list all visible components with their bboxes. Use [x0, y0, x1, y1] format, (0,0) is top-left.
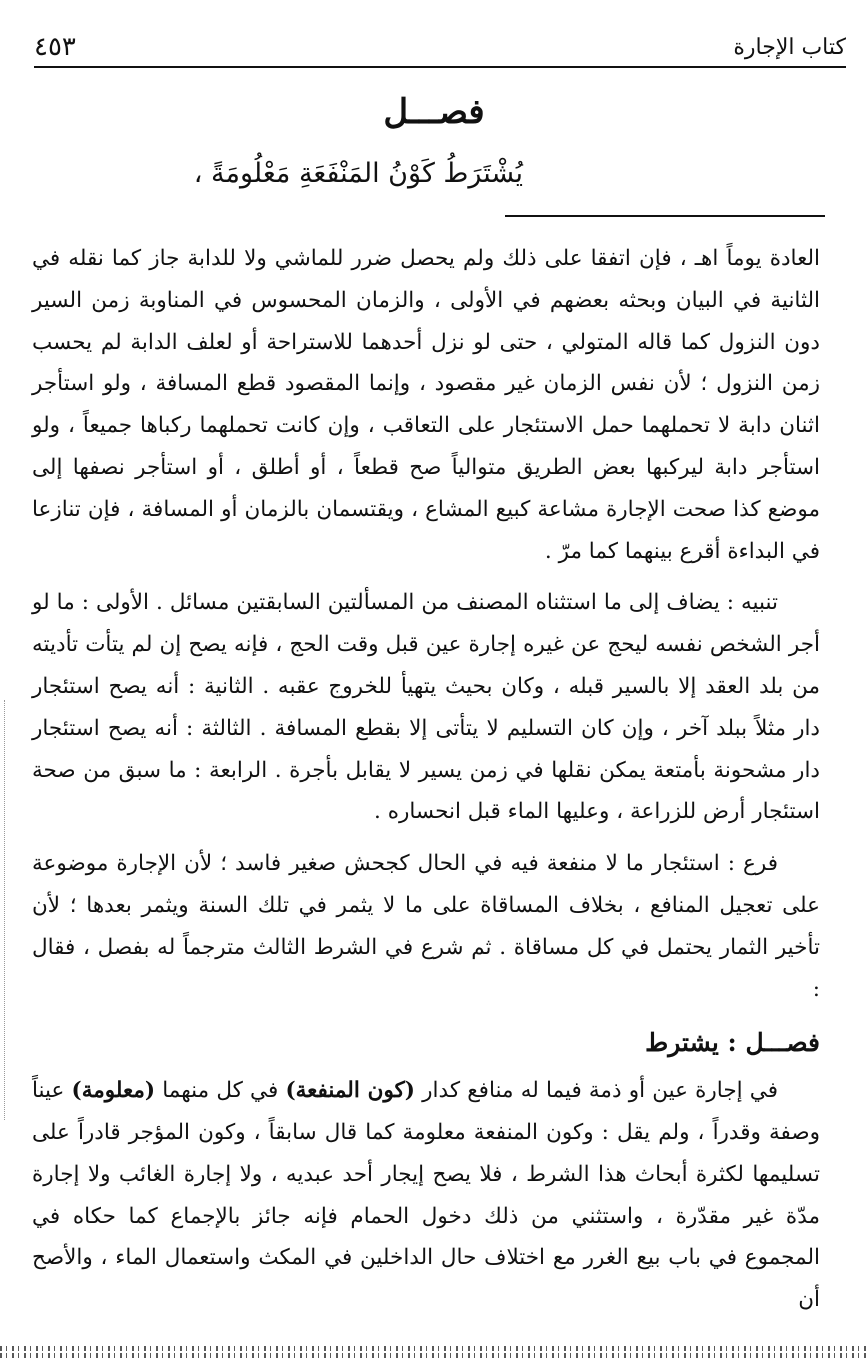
p4-matn-2: (معلومة)	[71, 1078, 156, 1104]
p4-text-1: في إجارة عين أو ذمة فيما له منافع كدار	[414, 1078, 778, 1104]
paragraph-3	[32, 843, 820, 1010]
p4-text-2: في كل منهما	[155, 1078, 286, 1104]
p4-matn-1: (كون المنفعة)	[285, 1078, 415, 1104]
matn-text: يُشْتَرَطُ كَوْنُ المَنْفَعَةِ مَعْلُومَةً ،	[193, 158, 523, 189]
running-title: كتاب الإجارة	[733, 35, 846, 60]
paragraph-1: العادة يوماً اهـ ، فإن اتفقا على ذلك ولم يحصل ضرر للماشي ولا للدابة جاز كما نقله في الثانية في البيان وبحثه بعضهم في الأولى ، والزمان المحسوس في المناوبة زمن السير دون النزول كما قاله المتولي ، حتى لو نزل أحدهما للاستراحة أو لعلف الدابة لم يحسب زمن النزول ؛ لأن نفس الزمان غير مقصود ، وإنما المقصود قطع المسافة ، ولو استأجر اثنان دابة لا تحملهما حمل الاستئجار على التعاقب ، وإن كانت تحملهما ركباها جميعاً ، ولو استأجر دابة ليركبها بعض الطريق متوالياً صح قطعاً ، أو أطلق ، أو استأجر نصفها إلى موضع كذا صحت الإجارة مشاعة كبيع المشاع ، ويقتسمان بالزمان أو المسافة ، فإن تنازعا في البداءة أقرع بينهما كما مرّ .	[32, 246, 820, 564]
paragraph-3-text: فرع : استئجار ما لا منفعة فيه في الحال كجحش صغير فاسد ؛ لأن الإجارة موضوعة على تعجيل المنافع ، بخلاف المساقاة على ما لا يثمر في تلك السنة ويثمر بعدها ؛ لأن تأخير الثمار يحتمل في كل مساقاة . ثم شرع في الشرط الثالث مترجماً له بفصل ، فقال :	[32, 851, 820, 1002]
margin-dotted-line	[4, 700, 6, 1120]
paragraph-2	[32, 582, 820, 833]
paragraph-2-text: تنبيه : يضاف إلى ما استثناه المصنف من المسألتين السابقتين مسائل . الأولى : ما لو أجر الشخص نفسه ليحج عن غيره إجارة عين قبل وقت الحج ، فإنه يصح إن لم يتأت تأديته من بلد العقد إلا بالسير قبله ، وكان بحيث يتهيأ للخروج عقبه . الثانية : أنه يصح استئجار دار مثلاً ببلد آخر ، وإن كان التسليم لا يتأتى إلا بقطع المسافة . الثالثة : أنه يصح استئجار دار مشحونة بأمتعة يمكن نقلها في زمن يسير لا يقابل بأجرة . الرابعة : ما سبق من صحة استئجار أرض للزراعة ، وعليها الماء قبل انحساره .	[32, 590, 820, 825]
subheading: فصـــل : يشترط	[645, 1028, 820, 1058]
page-header	[34, 22, 846, 68]
matn-separator-rule	[505, 215, 825, 217]
paragraph-4	[32, 1070, 820, 1321]
p4-text-3: عيناً وصفة وقدراً ، ولم يقل : وكون المنفعة معلومة كما قال سابقاً ، وكون المؤجر قادراً على تسليمها لكثرة أبحاث هذا الشرط ، فلا يصح إيجار أحد عبديه ، ولا إجارة الغائب ولا إجارة مدّة غير مقدّرة ، واستثني من ذلك دخول الحمام فإنه جائز بالإجماع كما حكاه في المجموع في باب بيع الغرر مع اختلاف حال الداخلين في المكث واستعمال الماء ، والأصح أن	[32, 1078, 820, 1313]
page-number: ٤٥٣	[34, 32, 76, 62]
commentary-body	[32, 238, 820, 1321]
decorative-footer-border	[0, 1346, 868, 1358]
section-title: فصـــل	[383, 92, 485, 132]
